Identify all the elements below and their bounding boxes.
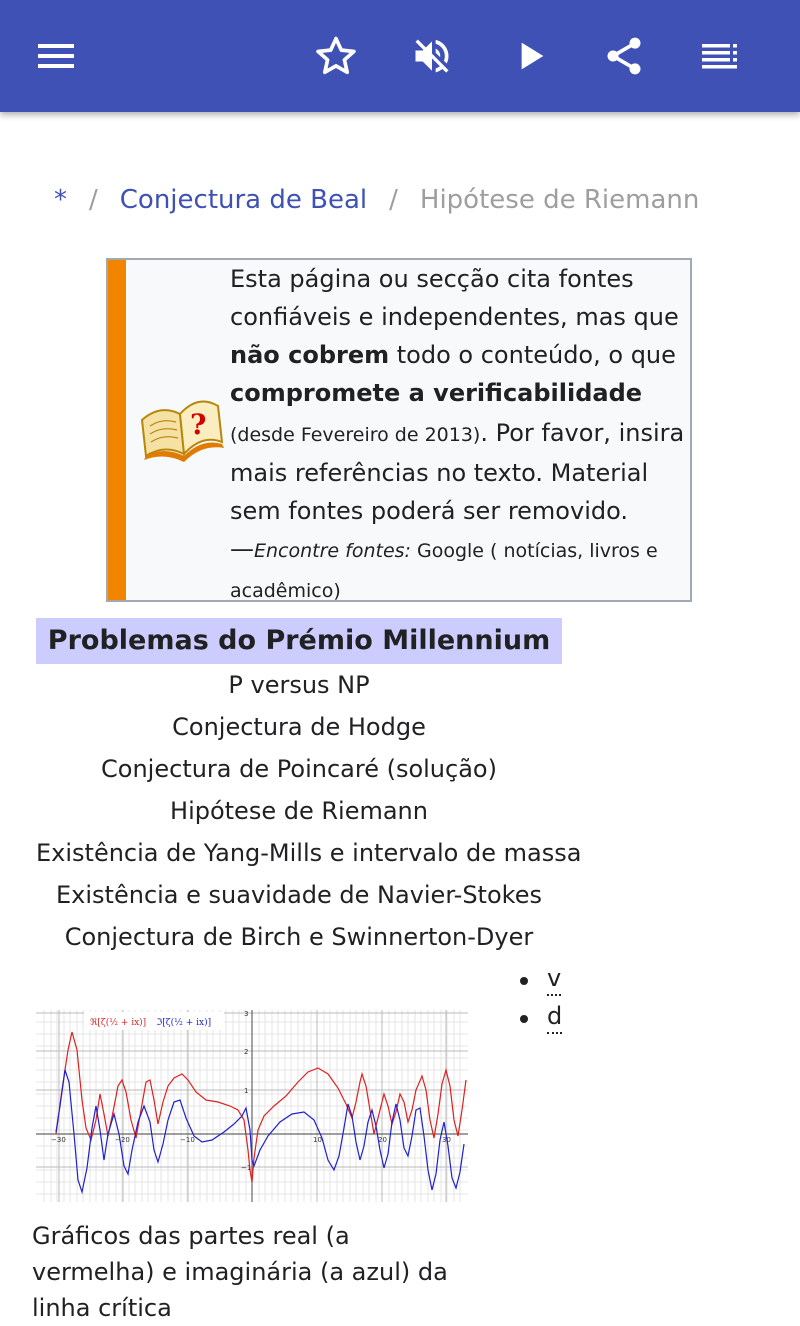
contents-button[interactable] — [692, 28, 748, 84]
warning-date: (desde Fevereiro de 2013) — [230, 424, 481, 446]
question-book-icon — [136, 390, 226, 466]
y-tick-label: 2 — [244, 1048, 249, 1056]
volume-off-icon — [410, 34, 454, 78]
y-tick-label: 3 — [244, 1010, 249, 1018]
breadcrumb-parent-link[interactable]: Conjectura de Beal — [119, 185, 368, 215]
navbox-link[interactable]: Existência de Yang-Mills e intervalo de massa — [36, 839, 582, 867]
warning-stripe — [108, 260, 126, 600]
x-tick-label: −30 — [51, 1136, 66, 1144]
navbox-list — [36, 664, 582, 958]
navbox-link[interactable]: Conjectura de Hodge — [172, 713, 426, 741]
x-tick-label: 20 — [378, 1136, 387, 1144]
x-tick-label: −20 — [115, 1136, 130, 1144]
navbox-link[interactable]: Conjectura de Poincaré (solução) — [101, 755, 497, 783]
bullet — [520, 1015, 528, 1023]
menu-icon — [36, 40, 76, 72]
legend-real-part: ℜ[ζ(½ + ix)] — [90, 1018, 147, 1028]
warning-text-part: . Por favor, insira mais referências no texto. Material sem fontes poderá ser removido. — [230, 419, 685, 525]
breadcrumb — [54, 180, 699, 220]
warning-bold-text: compromete a verificabilidade — [230, 379, 643, 407]
y-tick-label: −1 — [241, 1164, 252, 1172]
question-mark-glyph: ? — [190, 408, 207, 441]
breadcrumb-separator: / — [89, 185, 98, 215]
x-tick-label: 30 — [442, 1136, 451, 1144]
x-tick-label: −10 — [180, 1136, 195, 1144]
sources-warning-box — [106, 258, 692, 602]
navbox-title: Problemas do Prémio Millennium — [36, 618, 562, 664]
navbox-link[interactable]: Existência e suavidade de Navier-Stokes — [56, 881, 542, 909]
breadcrumb-separator: / — [389, 185, 398, 215]
navbox-link[interactable]: Hipótese de Riemann — [170, 797, 428, 825]
favorite-button[interactable] — [308, 28, 364, 84]
app-bar — [0, 0, 800, 112]
breadcrumb-current: Hipótese de Riemann — [419, 185, 700, 215]
breadcrumb-root-link[interactable]: * — [54, 185, 67, 215]
menu-button[interactable] — [28, 28, 84, 84]
mute-button[interactable] — [404, 28, 460, 84]
warning-dash: — — [230, 535, 254, 563]
star-icon — [314, 34, 358, 78]
play-button[interactable] — [502, 28, 558, 84]
x-tick-label: 10 — [313, 1136, 322, 1144]
discuss-link[interactable]: d — [547, 1000, 562, 1034]
warning-text-part: Esta página ou secção cita fontes confiáveis e independentes, mas que — [230, 265, 679, 331]
warning-text — [230, 260, 686, 610]
share-button[interactable] — [596, 28, 652, 84]
list-icon — [700, 40, 740, 72]
play-icon — [510, 36, 550, 76]
y-tick-label: 1 — [244, 1087, 249, 1095]
figure-caption: Gráficos das partes real (a vermelha) e imaginária (a azul) da linha crítica — [32, 1222, 448, 1322]
find-sources-links[interactable]: Google ( notícias, livros e acadêmico) — [230, 540, 658, 602]
legend-imaginary-part: ℑ[ζ(½ + ix)] — [156, 1018, 212, 1028]
zeta-critical-line-graph[interactable] — [36, 1010, 468, 1202]
navbox-link[interactable]: P versus NP — [228, 671, 370, 699]
find-sources-label: Encontre fontes: — [254, 540, 411, 562]
warning-bold-text: não cobrem — [230, 341, 390, 369]
share-icon — [602, 34, 646, 78]
navbox-link[interactable]: Conjectura de Birch e Swinnerton-Dyer — [64, 923, 534, 951]
view-link[interactable]: v — [547, 962, 561, 996]
warning-text-part: todo o conteúdo, o que — [389, 341, 676, 369]
bullet — [520, 977, 528, 985]
